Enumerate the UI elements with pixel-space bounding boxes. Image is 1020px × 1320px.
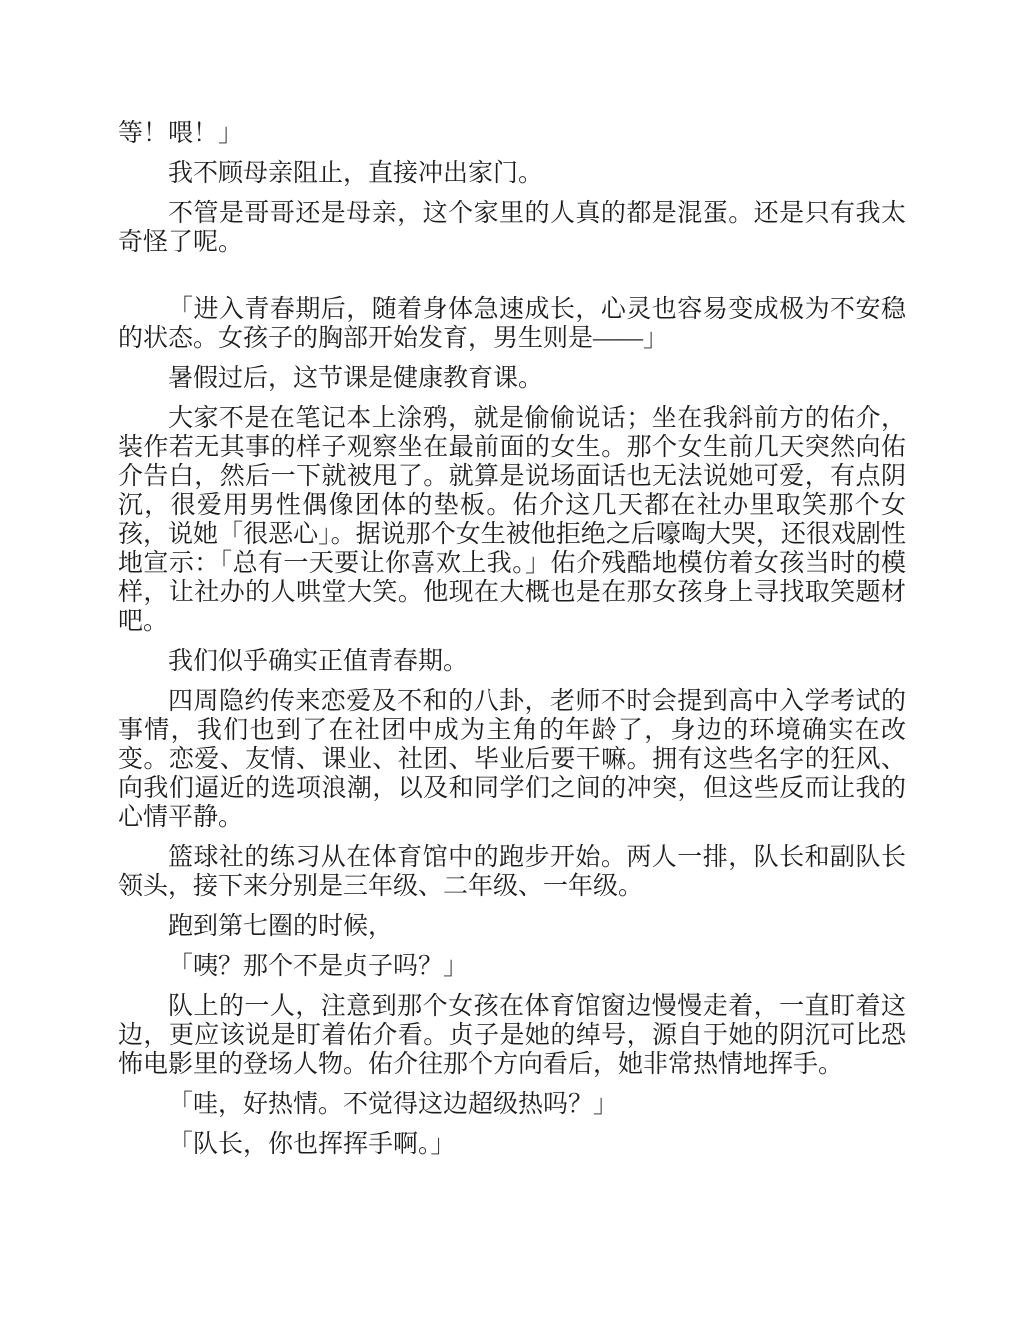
dialogue-paragraph: 「进入青春期后，随着身体急速成长，心灵也容易变成极为不安稳的状态。女孩子的胸部开始发育，男生则是——」 (118, 296, 906, 352)
paragraph: 等！喂！」 (118, 120, 244, 147)
dialogue-paragraph: 「咦？那个不是贞子吗？」 (168, 953, 469, 980)
paragraph: 大家不是在笔记本上涂鸦，就是偷偷说话；坐在我斜前方的佑介，装作若无其事的样子观察坐在最前面的女生。那个女生前几天突然向佑介告白，然后一下就被甩了。就算是说场面话也无法说她可爱，有点阴沉，很爱用男性偶像团体的垫板。佑介这几天都在社办里取笑那个女孩，说她「很恶心」。据说那个女生被他拒绝之后嚎啕大哭，还很戏剧性地宣示：「总有一天要让你喜欢上我。」佑介残酷地模仿着女孩当时的模样，让社办的人哄堂大笑。他现在大概也是在那女孩身上寻找取笑题材吧。 (118, 405, 906, 635)
paragraph: 不管是哥哥还是母亲，这个家里的人真的都是混蛋。还是只有我太奇怪了呢。 (118, 200, 906, 256)
paragraph: 篮球社的练习从在体育馆中的跑步开始。两人一排，队长和副队长领头，接下来分别是三年级、二年级、一年级。 (118, 844, 906, 900)
paragraph: 四周隐约传来恋爱及不和的八卦，老师不时会提到高中入学考试的事情，我们也到了在社团中成为主角的年龄了，身边的环境确实在改变。恋爱、友情、课业、社团、毕业后要干嘛。拥有这些名字的狂风、向我们逼近的选项浪潮，以及和同学们之间的冲突，但这些反而让我的心情平静。 (118, 688, 906, 831)
paragraph: 暑假过后，这节课是健康教育课。 (168, 365, 544, 392)
dialogue-paragraph: 「队长，你也挥挥手啊。」 (168, 1131, 456, 1158)
paragraph: 跑到第七圈的时候， (168, 913, 394, 940)
paragraph: 我们似乎确实正值青春期。 (168, 648, 469, 675)
scene-break (118, 268, 906, 284)
paragraph: 我不顾母亲阻止，直接冲出家门。 (168, 160, 544, 187)
dialogue-paragraph: 「哇，好热情。不觉得这边超级热吗？」 (168, 1091, 619, 1118)
paragraph: 队上的一人，注意到那个女孩在体育馆窗边慢慢走着，一直盯着这边，更应该说是盯着佑介看。贞子是她的绰号，源自于她的阴沉可比恐怖电影里的登场人物。佑介往那个方向看后，她非常热情地挥手。 (118, 993, 906, 1078)
text-content (118, 119, 906, 1170)
